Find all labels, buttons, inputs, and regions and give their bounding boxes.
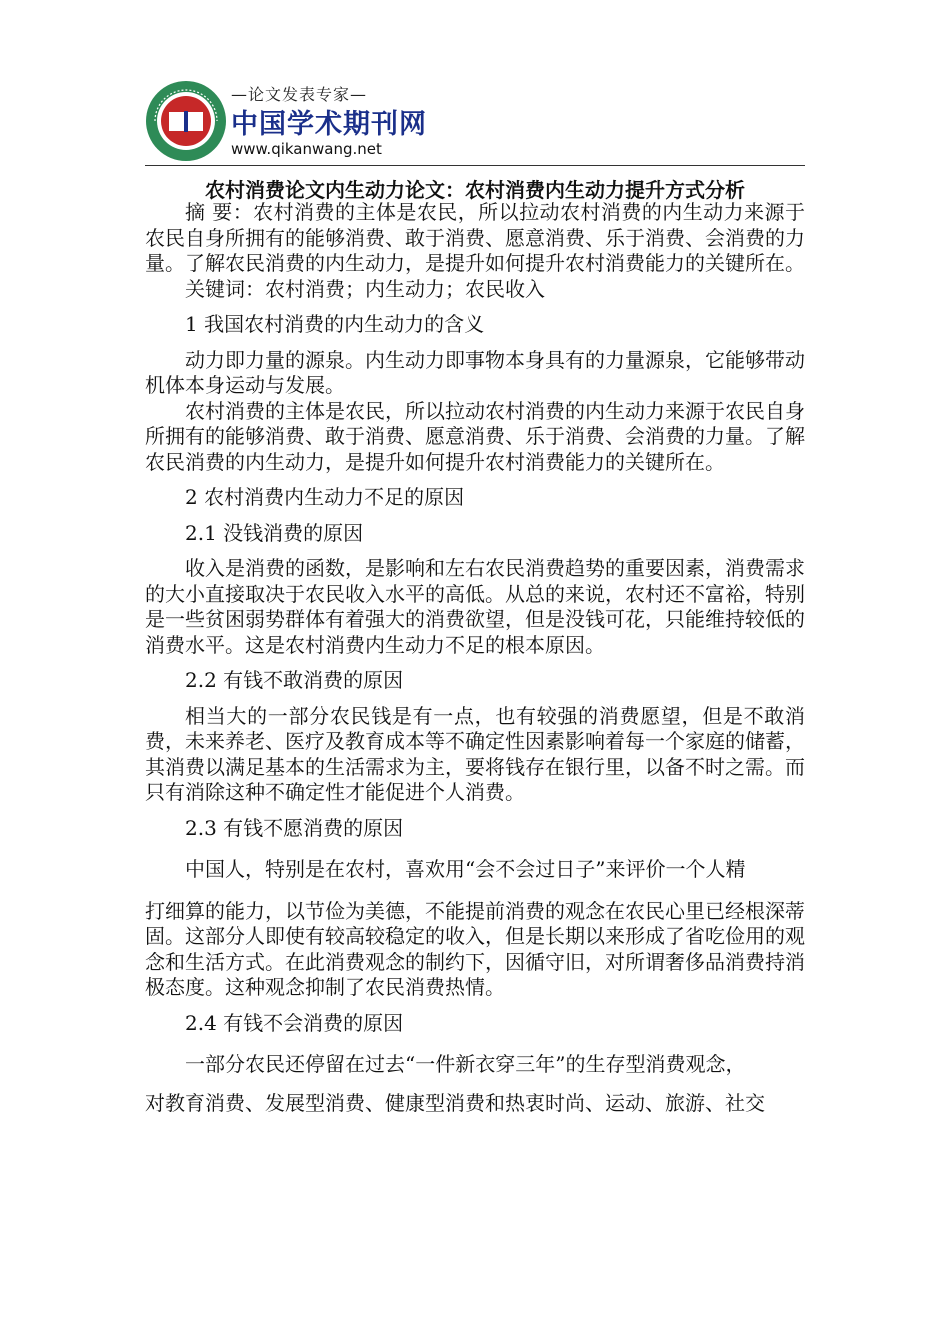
body-paragraph: 动力即力量的源泉。内生动力即事物本身具有的力量源泉，它能够带动机体本身运动与发展。	[145, 347, 805, 397]
header-url[interactable]: www.qikanwang.net	[231, 140, 382, 158]
header-divider	[145, 165, 805, 166]
header-brand: 中国学术期刊网	[231, 109, 427, 140]
subsection-heading-2-4: 2.4 有钱不会消费的原因	[185, 1010, 404, 1035]
site-header	[145, 80, 805, 166]
section-heading-2: 2 农村消费内生动力不足的原因	[185, 485, 465, 509]
journal-seal-logo	[145, 80, 227, 162]
body-paragraph-continued: 对教育消费、发展型消费、健康型消费和热衷时尚、运动、旅游、社交	[145, 1090, 765, 1115]
body-paragraph-continued: 打细算的能力，以节俭为美德，不能提前消费的观念在农民心里已经根深蒂固。这部分人即使有较高较稳定的收入，但是长期以来形成了省吃俭用的观念和生活方式。在此消费观念的制约下，因循守旧，对所谓奢侈品消费持消极态度。这种观念抑制了农民消费热情。	[145, 898, 805, 999]
keywords: 关键词：农村消费；内生动力；农民收入	[185, 276, 545, 301]
body-paragraph: 农村消费的主体是农民，所以拉动农村消费的内生动力来源于农民自身所拥有的能够消费、敢于消费、愿意消费、乐于消费、会消费的力量。了解农民消费的内生动力，是提升如何提升农村消费能力的关键所在。	[145, 398, 805, 474]
body-paragraph: 收入是消费的函数，是影响和左右农民消费趋势的重要因素，消费需求的大小直接取决于农民收入水平的高低。从总的来说，农村还不富裕，特别是一些贫困弱势群体有着强大的消费欲望，但是没钱可花，只能维持较低的消费水平。这是农村消费内生动力不足的根本原因。	[145, 556, 805, 657]
subsection-heading-2-3: 2.3 有钱不愿消费的原因	[185, 815, 404, 840]
article-title: 农村消费论文内生动力论文：农村消费内生动力提升方式分析	[205, 178, 745, 202]
header-slogan: —论文发表专家—	[231, 85, 368, 104]
body-paragraph: 相当大的一部分农民钱是有一点，也有较强的消费愿望，但是不敢消费，未来养老、医疗及教育成本等不确定性因素影响着每一个家庭的储蓄，其消费以满足基本的生活需求为主，要将钱存在银行里，以备不时之需。而只有消除这种不确定性才能促进个人消费。	[145, 703, 805, 804]
subsection-heading-2-1: 2.1 没钱消费的原因	[185, 520, 364, 545]
body-paragraph: 中国人，特别是在农村，喜欢用“会不会过日子”来评价一个人精	[185, 857, 746, 881]
abstract: 摘 要：农村消费的主体是农民，所以拉动农村消费的内生动力来源于农民自身所拥有的能够消费、敢于消费、愿意消费、乐于消费、会消费的力量。了解农民消费的内生动力，是提升如何提升农村消费能力的关键所在。	[145, 200, 805, 275]
article-body	[145, 200, 805, 1116]
section-heading-1: 1 我国农村消费的内生动力的含义	[185, 312, 485, 336]
body-paragraph: 一部分农民还停留在过去“一件新衣穿三年”的生存型消费观念，	[185, 1052, 746, 1076]
subsection-heading-2-2: 2.2 有钱不敢消费的原因	[185, 668, 404, 692]
